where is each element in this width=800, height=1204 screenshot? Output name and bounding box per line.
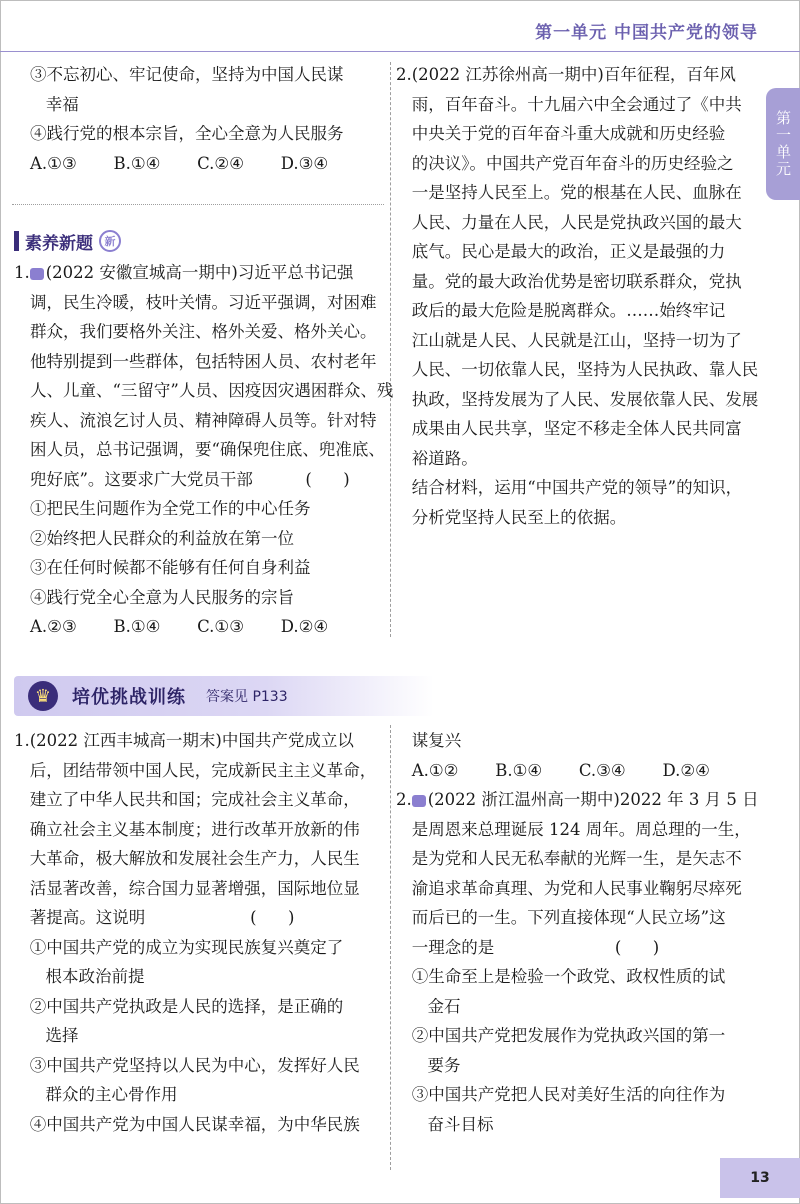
option-line: ①中国共产党的成立为实现民族复兴奠定了 [14, 937, 344, 957]
question-number: 1. [14, 263, 30, 282]
question-stem-line: 大革命，极大解放和发展社会生产力，人民生 [14, 849, 360, 868]
option-line: 幸福 [30, 94, 79, 114]
running-header: 第一单元 中国共产党的领导 [535, 23, 758, 43]
question-stem-first-line: 2. (2022 浙江温州高一期中)2022 年 3 月 5 日 [396, 790, 759, 809]
option-line: 选择 [14, 1026, 79, 1045]
new-badge-icon: 新 [99, 230, 121, 252]
material-line: 中央关于党的百年奋斗重大成就和历史经验 [396, 124, 726, 143]
option-line: 奋斗目标 [396, 1114, 494, 1134]
unit-side-tab[interactable]: 第一单元 [766, 88, 800, 200]
question-stem-line: 困人员，总书记强调，要“确保兜住底、兜准底、 [30, 440, 385, 459]
question-stem-first-line: 1. (2022 安徽宣城高一期中)习近平总书记强 [14, 263, 354, 282]
option-line: 谋复兴 [396, 731, 462, 750]
question-2-material [396, 60, 758, 532]
section-title: 素养新题 [25, 233, 93, 254]
question-stem-line: 而后已的一生。下列直接体现“人民立场”这 [396, 908, 726, 927]
option-line: ③中国共产党坚持以人民为中心，发挥好人民 [14, 1055, 360, 1075]
answer-choices: A.①② B.①④ C.③④ D.②④ [396, 760, 710, 780]
question-stem-line: 调，民生冷暖，枝叶关情。习近平强调，对困难 [30, 292, 377, 312]
material-line: 成果由人民共享，坚定不移走全体人民共同富 [396, 419, 742, 438]
banner-title: 培优挑战训练 [72, 687, 186, 708]
material-line: 雨，百年奋斗。十九届六中全会通过了《中共 [396, 94, 742, 114]
material-line: 的决议》。中国共产党百年奋斗的历史经验之 [396, 153, 734, 173]
material-line: 裕道路。 [396, 448, 478, 468]
question-1 [14, 258, 393, 642]
option-line: ④践行党的根本宗旨，全心全意为人民服务 [30, 124, 344, 143]
material-line: 底气。民心是最大的政治，正义是最强的力 [396, 242, 726, 261]
material-line: 执政，坚持发展为了人民、发展依靠人民、发展 [396, 389, 759, 409]
material-line: 江山就是人民、人民就是江山，坚持一切为了 [396, 330, 742, 350]
option-line: ①生命至上是检验一个政党、政权性质的试 [396, 967, 726, 986]
page-number: 13 [720, 1158, 800, 1198]
option-line: ④中国共产党为中国人民谋幸福，为中华民族 [14, 1114, 360, 1134]
material-line: 政后的最大危险是脱离群众。……始终牢记 [396, 301, 726, 320]
question-stem-line: 群众，我们要格外关注、格外关爱、格外关心。 [30, 322, 377, 341]
lock-icon [30, 268, 44, 280]
question-stem-line: 是为党和人民无私奉献的光辉一生，是矢志不 [396, 849, 742, 868]
question-stem-line: 著提高。这说明 ( ) [14, 908, 295, 927]
lock-icon [412, 795, 426, 807]
challenge-question-2 [396, 785, 759, 1139]
option-line: ②中国共产党把发展作为党执政兴国的第一 [396, 1026, 726, 1045]
dotted-separator [12, 204, 384, 205]
material-line: 2.(2022 江苏徐州高一期中)百年征程，百年风 [396, 65, 736, 84]
question-stem-line: 一理念的是 ( ) [396, 937, 660, 957]
heading-bar [14, 231, 19, 251]
column-divider-bottom [390, 725, 391, 1170]
task-line: 结合材料，运用“中国共产党的领导”的知识， [396, 478, 743, 497]
question-stem-line: 人、儿童、“三留守”人员、因疫因灾遇困群众、残 [30, 381, 394, 400]
option-line: ③不忘初心、牢记使命，坚持为中国人民谋 [30, 65, 344, 84]
question-stem-line: 兜好底”。这要求广大党员干部 ( ) [30, 469, 350, 489]
question-stem-line: 1.(2022 江西丰城高一期末)中国共产党成立以 [14, 731, 354, 750]
material-line: 一是坚持人民至上。党的根基在人民、血脉在 [396, 183, 742, 202]
option-line: 群众的主心骨作用 [14, 1085, 178, 1104]
trophy-icon: ♛ [28, 681, 58, 711]
option-line: 金石 [396, 996, 461, 1016]
task-line: 分析党坚持人民至上的依据。 [396, 507, 627, 527]
material-line: 量。党的最大政治优势是密切联系群众，党执 [396, 271, 742, 291]
challenge-question-1-continued [396, 726, 710, 785]
answer-choices: A.①③ B.①④ C.②④ D.③④ [30, 153, 329, 173]
option-line: 根本政治前提 [14, 967, 145, 986]
challenge-question-1 [14, 726, 376, 1139]
question-stem-line: 他特别提到一些群体，包括特困人员、农村老年 [30, 351, 377, 371]
question-stem-line: 后，团结带领中国人民，完成新民主主义革命， [14, 760, 377, 780]
option-line: 要务 [396, 1055, 461, 1075]
question-stem-line: 是周恩来总理诞辰 124 周年。周总理的一生， [396, 819, 751, 839]
question-stem-line: 建立了中华人民共和国；完成社会主义革命， [14, 790, 360, 809]
question-stem-line: 活显著改善，综合国力显著增强，国际地位显 [14, 878, 360, 898]
challenge-training-banner [14, 676, 434, 716]
left-top-options [30, 60, 344, 178]
option-line: ②中国共产党执政是人民的选择，是正确的 [14, 996, 344, 1016]
answer-choices: A.②③ B.①④ C.①③ D.②④ [30, 617, 329, 636]
section-heading-new-questions [14, 228, 121, 254]
material-line: 人民、一切依靠人民，坚持为人民执政、靠人民 [396, 360, 759, 379]
question-stem-line: 确立社会主义基本制度；进行改革开放新的伟 [14, 819, 360, 839]
answer-reference-link[interactable]: 答案见 P133 [206, 689, 288, 705]
material-line: 人民、力量在人民，人民是党执政兴国的最大 [396, 212, 742, 232]
option-line: ②始终把人民群众的利益放在第一位 [30, 528, 294, 548]
question-stem-line: 疾人、流浪乞讨人员、精神障碍人员等。针对特 [30, 410, 377, 430]
question-stem-line: 渝追求革命真理、为党和人民事业鞠躬尽瘁死 [396, 878, 742, 898]
header-rule [0, 51, 800, 52]
option-line: ③中国共产党把人民对美好生活的向往作为 [396, 1085, 726, 1104]
option-line: ①把民生问题作为全党工作的中心任务 [30, 499, 311, 518]
option-line: ③在任何时候都不能够有任何自身利益 [30, 558, 311, 577]
option-line: ④践行党全心全意为人民服务的宗旨 [30, 587, 294, 607]
question-number: 2. [396, 790, 412, 809]
